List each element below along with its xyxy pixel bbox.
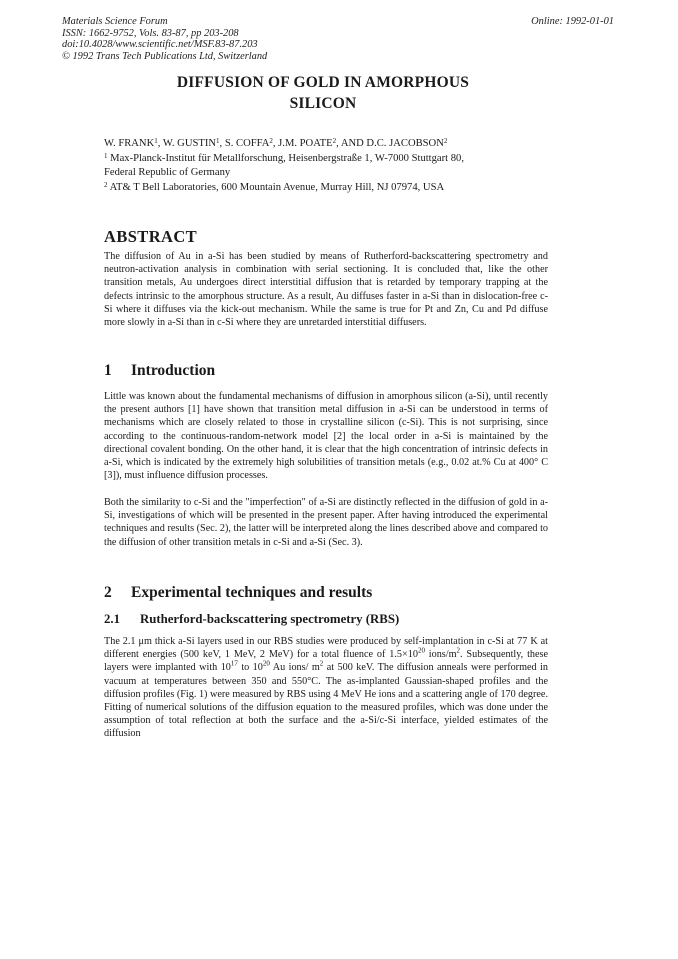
section-2-heading (104, 584, 372, 602)
intro-paragraph-1: Little was known about the fundamental mechanisms of diffusion in amorphous silicon (a-Si), until recently the present authors [1] have shown that transition metal diffusion in a-Si can be understood in terms of mechanisms which are closely related to those in crystalline silicon (c-Si). This is not surprising, since according to the continuous-random-network model [2] the local order in a-Si is maintained by the directional covalent bonding. On the other hand, it is clear that the high concentration of intrinsic defects in a-Si, which is indicated by the extremely high solubilities of transition metals (e.g., 0.02 at.% Cu at 400° C [3]), must influence diffusion processes. (104, 391, 548, 482)
text-run: at 500 keV. The diffusion anneals were performed in vacuum at temperatures between 350 and 550°C. The as-implanted Gaussian-shaped profiles and the diffusion profiles (Fig. 1) were measured by RBS using 4 MeV He ions and a scattering angle of 170 degree. Fitting of numerical solutions of the diffusion equation to the measured profiles, which was done under the assumption of total reflection at both the surface and the a-Si/c-Si interface, yielded estimates of the diffusion (104, 662, 548, 740)
intro-paragraph-2: Both the similarity to c-Si and the "imperfection" of a-Si are distinctly reflected in the diffusion of gold in a-Si, investigations of which will be presented in the present paper. After having introduced the experimental techniques and results (Sec. 2), the latter will be interpreted along the lines described above and compared to the diffusion of other transition metals in c-Si and a-Si (Sec. 3). (104, 497, 548, 548)
author-line (104, 135, 544, 150)
author-frank: W. FRANK (104, 138, 155, 149)
affil-mark: 2 (443, 137, 448, 145)
paper-title (104, 72, 542, 114)
subsection-title: Rutherford-backscattering spectrometry (RBS) (140, 612, 400, 626)
author-jacobson: , AND D.C. JACOBSON (336, 138, 444, 149)
title-line-2: SILICON (289, 95, 357, 112)
superscript: 2 (456, 646, 461, 655)
text-run: The 2.1 μm thick a-Si layers used in our RBS studies were produced by self-implantation in c-Si at 77 K at different energies (500 keV, 1 MeV, 2 MeV) for a total fluence of 1.5×10 (104, 636, 548, 661)
journal-name: Materials Science Forum (62, 16, 168, 27)
affiliation-1 (104, 150, 544, 165)
affil-mark: 1 (216, 137, 220, 145)
superscript: 20 (262, 660, 270, 669)
section-title: Experimental techniques and results (131, 584, 373, 601)
issn-line: ISSN: 1662-9752, Vols. 83-87, pp 203-208 (62, 27, 239, 39)
journal-meta (62, 16, 267, 62)
section-1-heading (104, 362, 215, 380)
superscript: 17 (230, 660, 238, 669)
author-block (104, 135, 544, 195)
affiliation-1-cont: Federal Republic of Germany (104, 166, 231, 178)
affiliation-2-text: AT& T Bell Laboratories, 600 Mountain Avenue, Murray Hill, NJ 07974, USA (107, 182, 445, 194)
section-title: Introduction (131, 362, 216, 379)
affil-mark: 2 (104, 181, 108, 190)
title-line-1: DIFFUSION OF GOLD IN AMORPHOUS (176, 74, 470, 91)
affil-mark: 2 (269, 137, 273, 145)
affiliation-2 (104, 179, 544, 194)
author-gustin: , W. GUSTIN (157, 138, 217, 149)
text-run: . Subsequently, these layers were implanted with 10 (104, 649, 548, 674)
copyright-line: © 1992 Trans Tech Publications Ltd, Switzerland (62, 50, 268, 62)
abstract-text: The diffusion of Au in a-Si has been studied by means of Rutherford-backscattering spectrometry and neutron-activation analysis in combination with serial sectioning. It is concluded that, like the other transition metals, Au undergoes direct interstitial diffusion that is retarded by temporary trapping at the defects intrinsic to the amorphous structure. As a result, Au diffuses faster in a-Si than in dislocation-free c-Si where it diffuses via the kick-out mechanism. While the same is true for Pt and Zn, Cu and Pd diffuse more slowly in a-Si than in c-Si where they are unretarded interstitial diffusers. (104, 251, 548, 329)
online-date: Online: 1992-01-01 (531, 16, 614, 27)
rbs-paragraph (104, 635, 548, 741)
subsection-2-1-heading (104, 612, 399, 627)
superscript: 2 (319, 660, 324, 669)
affil-mark: 1 (104, 152, 108, 161)
text-run: to 10 (237, 662, 263, 674)
doi-line[interactable]: doi:10.4028/www.scientific.net/MSF.83-87.203 (62, 39, 258, 51)
affil-mark: 2 (332, 137, 337, 145)
affiliation-1-text: Max-Planck-Institut für Metallforschung, Heisenbergstraße 1, W-7000 Stuttgart 80, (107, 153, 464, 165)
author-poate: , J.M. POATE (272, 138, 333, 149)
section-number: 1 (104, 362, 112, 379)
subsection-number: 2.1 (104, 612, 120, 626)
author-coffa: , S. COFFA (219, 138, 270, 149)
superscript: 20 (417, 646, 425, 655)
section-number: 2 (104, 584, 112, 601)
text-run: Au ions/ m (269, 662, 320, 674)
text-run: ions/m (424, 649, 457, 661)
abstract-heading: ABSTRACT (104, 227, 198, 246)
affil-mark: 1 (154, 137, 158, 145)
